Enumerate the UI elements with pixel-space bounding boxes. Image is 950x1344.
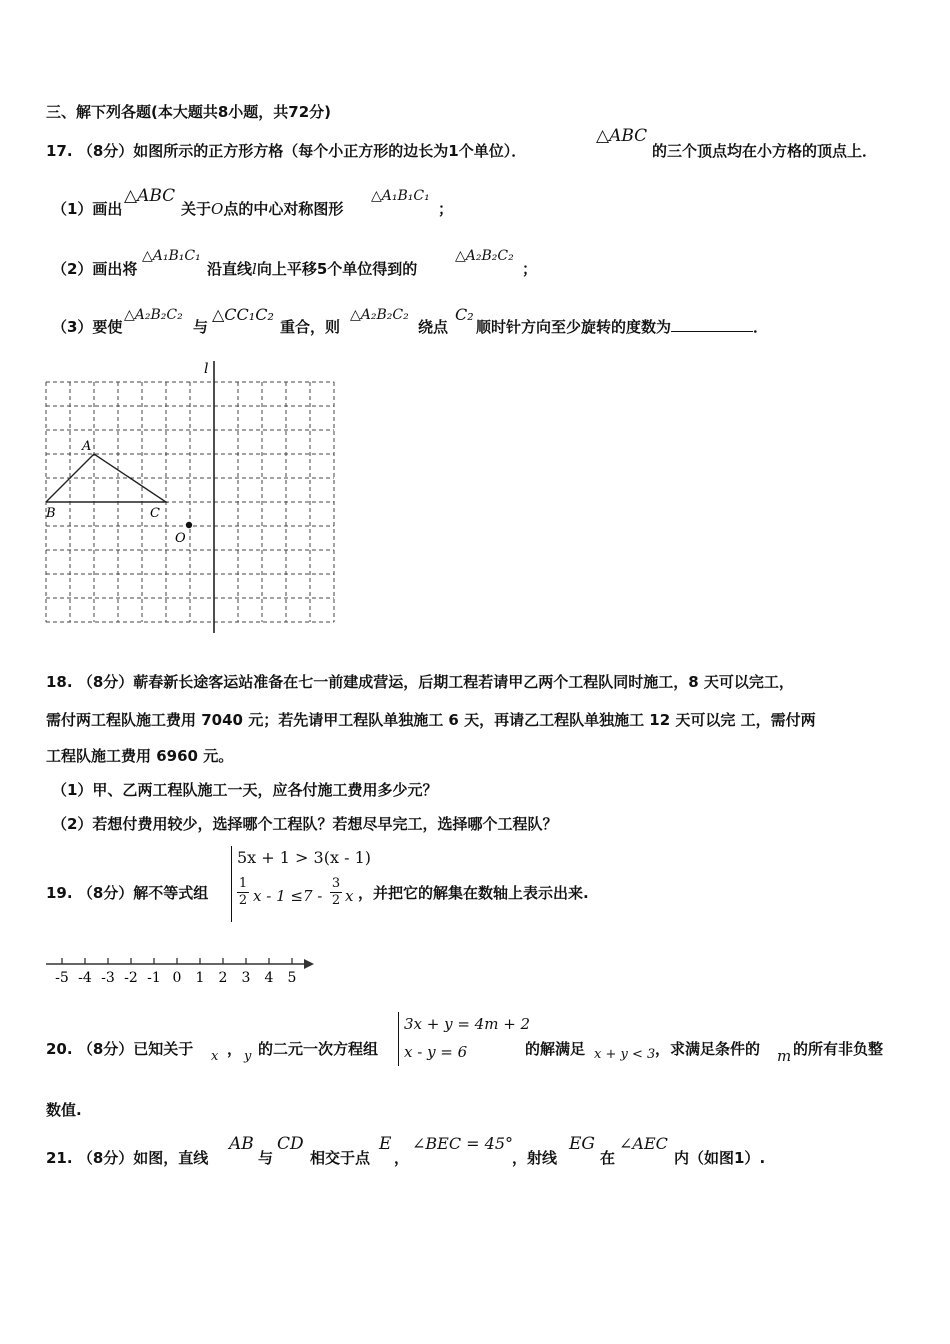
q17-p2-end: ； bbox=[522, 260, 538, 278]
q17-intro: 如图所示的正方形方格（每个小正方形的边长为 bbox=[133, 142, 449, 160]
axis-tick-label: -1 bbox=[147, 970, 161, 986]
q20-cond: x + y < 3 bbox=[594, 1047, 656, 1062]
q21-angle2: ∠AEC bbox=[619, 1134, 668, 1153]
q19-ineq1: 5x + 1 > 3(x - 1) bbox=[237, 848, 371, 867]
q17-p3-label: （3）要使 bbox=[52, 318, 123, 336]
q17-p3-end: 顺时针方向至少旋转的度数为 bbox=[476, 318, 672, 336]
q19-stem bbox=[46, 883, 208, 903]
axis-tick-label: 3 bbox=[241, 970, 251, 986]
q17-p3-triangle2: △CC₁C₂ bbox=[212, 305, 274, 324]
q21-angle: ∠BEC = 45° bbox=[412, 1134, 514, 1153]
q18-line1 bbox=[46, 672, 794, 692]
q17-p1-text bbox=[181, 199, 343, 219]
q17-grid-figure bbox=[40, 355, 340, 635]
axis-ticks bbox=[55, 958, 296, 986]
q17-p1-end: ； bbox=[438, 200, 454, 218]
q20-eq1: 3x + y = 4m + 2 bbox=[404, 1015, 531, 1033]
q20-text1: 已知关于 bbox=[133, 1040, 194, 1058]
q17-p3-with: 与 bbox=[193, 318, 209, 336]
arrow-icon bbox=[304, 959, 314, 969]
q20-text5: 的所有非负整 bbox=[793, 1040, 884, 1058]
q17-p2-text bbox=[207, 259, 417, 279]
q17-unit: 1 bbox=[448, 142, 459, 160]
q19-text: 解不等式组 bbox=[133, 884, 209, 902]
q20-comma: ， bbox=[227, 1040, 243, 1058]
q20-var-m: m bbox=[777, 1047, 792, 1065]
label-A: A bbox=[82, 439, 92, 454]
q21-text3: ，射线 bbox=[512, 1149, 558, 1167]
q20-number: 20. bbox=[46, 1040, 73, 1058]
q21-stem bbox=[46, 1148, 208, 1168]
q17-stem bbox=[46, 141, 526, 161]
q19-frac1-den: 2 bbox=[238, 893, 248, 908]
q17-part1 bbox=[52, 199, 122, 219]
q20-line2: 数值. bbox=[46, 1101, 82, 1119]
q19-frac2-num: 3 bbox=[331, 876, 341, 891]
q17-p2-mid3: 个单位得到的 bbox=[327, 260, 418, 278]
q18-line2: 需付两工程队施工费用 7040 元；若先请甲工程队单独施工 6 天，再请乙工程队单独施工 12 天可以完 工，需付两 bbox=[46, 711, 816, 729]
axis-tick-label: -5 bbox=[55, 970, 69, 986]
q17-p2-label: （2）画出将 bbox=[52, 260, 138, 278]
q17-p3-end-line bbox=[476, 317, 768, 337]
q17-p2-line: l bbox=[252, 260, 257, 278]
q17-triangle: △ABC bbox=[596, 126, 648, 146]
q19-frac2-den: 2 bbox=[331, 893, 341, 908]
q17-p3-around: 绕点 bbox=[418, 318, 449, 336]
q17-p2-target: △A₂B₂C₂ bbox=[455, 248, 514, 264]
q17-p1-mid: 关于 bbox=[181, 200, 212, 218]
q21-cd: CD bbox=[277, 1134, 304, 1154]
q18-number: 18. bbox=[46, 673, 73, 691]
axis-tick-label: -3 bbox=[101, 970, 115, 986]
q20-eq2: x - y = 6 bbox=[404, 1043, 468, 1061]
label-O: O bbox=[175, 531, 186, 546]
q20-text4: ，求满足条件的 bbox=[655, 1040, 761, 1058]
q20-var-y: y bbox=[244, 1049, 252, 1064]
q19-score: （8分） bbox=[77, 884, 134, 902]
label-l: l bbox=[204, 361, 209, 377]
q21-with: 与 bbox=[258, 1149, 274, 1167]
q19-frac1-num: 1 bbox=[238, 876, 248, 891]
q19-number: 19. bbox=[46, 884, 73, 902]
q20-stem bbox=[46, 1039, 193, 1059]
q20-brace bbox=[398, 1012, 399, 1066]
q21-text4: 内（如图1）. bbox=[674, 1149, 766, 1167]
q21-comma1: ， bbox=[394, 1149, 410, 1167]
q19-frac1 bbox=[237, 876, 249, 909]
q18-score: （8分） bbox=[77, 673, 134, 691]
q21-text2: 相交于点 bbox=[310, 1149, 371, 1167]
q19-ineq2-left: x - 1 ≤7 - bbox=[253, 887, 323, 905]
q17-p1-target: △A₁B₁C₁ bbox=[371, 188, 430, 204]
q19-ineq2-right: x bbox=[345, 887, 354, 905]
q17-p3-point: C₂ bbox=[455, 305, 474, 324]
q18-part2: （2）若想付费用较少，选择哪个工程队？若想尽早完工，选择哪个工程队？ bbox=[52, 815, 558, 833]
q21-e: E bbox=[379, 1134, 392, 1154]
q21-number: 21. bbox=[46, 1149, 73, 1167]
q19-tail: ，并把它的解集在数轴上表示出来. bbox=[358, 884, 589, 902]
q19-frac2 bbox=[330, 876, 342, 909]
q20-text3: 的解满足 bbox=[525, 1040, 586, 1058]
q21-text1: 如图，直线 bbox=[133, 1149, 209, 1167]
q20-text2: 的二元一次方程组 bbox=[258, 1040, 379, 1058]
q17-p1-label: （1）画出 bbox=[52, 200, 123, 218]
q17-p1-mid2: 点的中心对称图形 bbox=[223, 200, 344, 218]
q18-line3: 工程队施工费用 6960 元。 bbox=[46, 747, 234, 765]
axis-tick-label: 2 bbox=[218, 970, 228, 986]
q21-ab: AB bbox=[229, 1134, 254, 1154]
q17-intro-end: 的三个顶点均在小方格的顶点上． bbox=[652, 142, 878, 160]
q21-in: 在 bbox=[600, 1149, 616, 1167]
q18-part1: （1）甲、乙两工程队施工一天，应各付施工费用多少元？ bbox=[52, 781, 438, 799]
q19-brace bbox=[231, 846, 232, 922]
q17-p3-triangle: △A₂B₂C₂ bbox=[124, 307, 183, 323]
axis-tick-label: -2 bbox=[124, 970, 138, 986]
q17-p2-triangle: △A₁B₁C₁ bbox=[142, 248, 201, 264]
q17-p2-mid: 沿直线 bbox=[207, 260, 253, 278]
q17-p1-point: O bbox=[211, 200, 224, 218]
point-O bbox=[186, 522, 192, 528]
q17-p3-mid: 重合，则 bbox=[280, 318, 341, 336]
q17-p1-triangle: △ABC bbox=[124, 186, 176, 206]
q21-score: （8分） bbox=[77, 1149, 134, 1167]
q21-eg: EG bbox=[569, 1134, 595, 1154]
q17-score: （8分） bbox=[77, 142, 134, 160]
axis-tick-label: 5 bbox=[287, 970, 297, 986]
answer-blank[interactable] bbox=[671, 317, 753, 332]
label-C: C bbox=[150, 506, 160, 521]
q17-p3-period: ． bbox=[753, 318, 769, 336]
axis-tick-label: 1 bbox=[195, 970, 205, 986]
q20-score: （8分） bbox=[77, 1040, 134, 1058]
q17-p2-mid2: 向上平移 bbox=[256, 260, 317, 278]
axis-tick-label: 4 bbox=[264, 970, 274, 986]
axis-tick-label: 0 bbox=[172, 970, 182, 986]
q20-var-x: x bbox=[211, 1049, 219, 1064]
number-line bbox=[44, 950, 324, 990]
q17-intro-tail: 个单位）． bbox=[458, 142, 527, 160]
section-title: 三、解下列各题(本大题共8小题，共72分) bbox=[46, 103, 332, 121]
q17-p2-num: 5 bbox=[316, 260, 328, 278]
q17-p3-triangle3: △A₂B₂C₂ bbox=[350, 307, 409, 323]
q18-text1: 蕲春新长途客运站准备在七一前建成营运，后期工程若请甲乙两个工程队同时施工，8 天可以完工， bbox=[133, 673, 794, 691]
q17-number: 17. bbox=[46, 142, 73, 160]
axis-tick-label: -4 bbox=[78, 970, 92, 986]
label-B: B bbox=[46, 506, 56, 521]
